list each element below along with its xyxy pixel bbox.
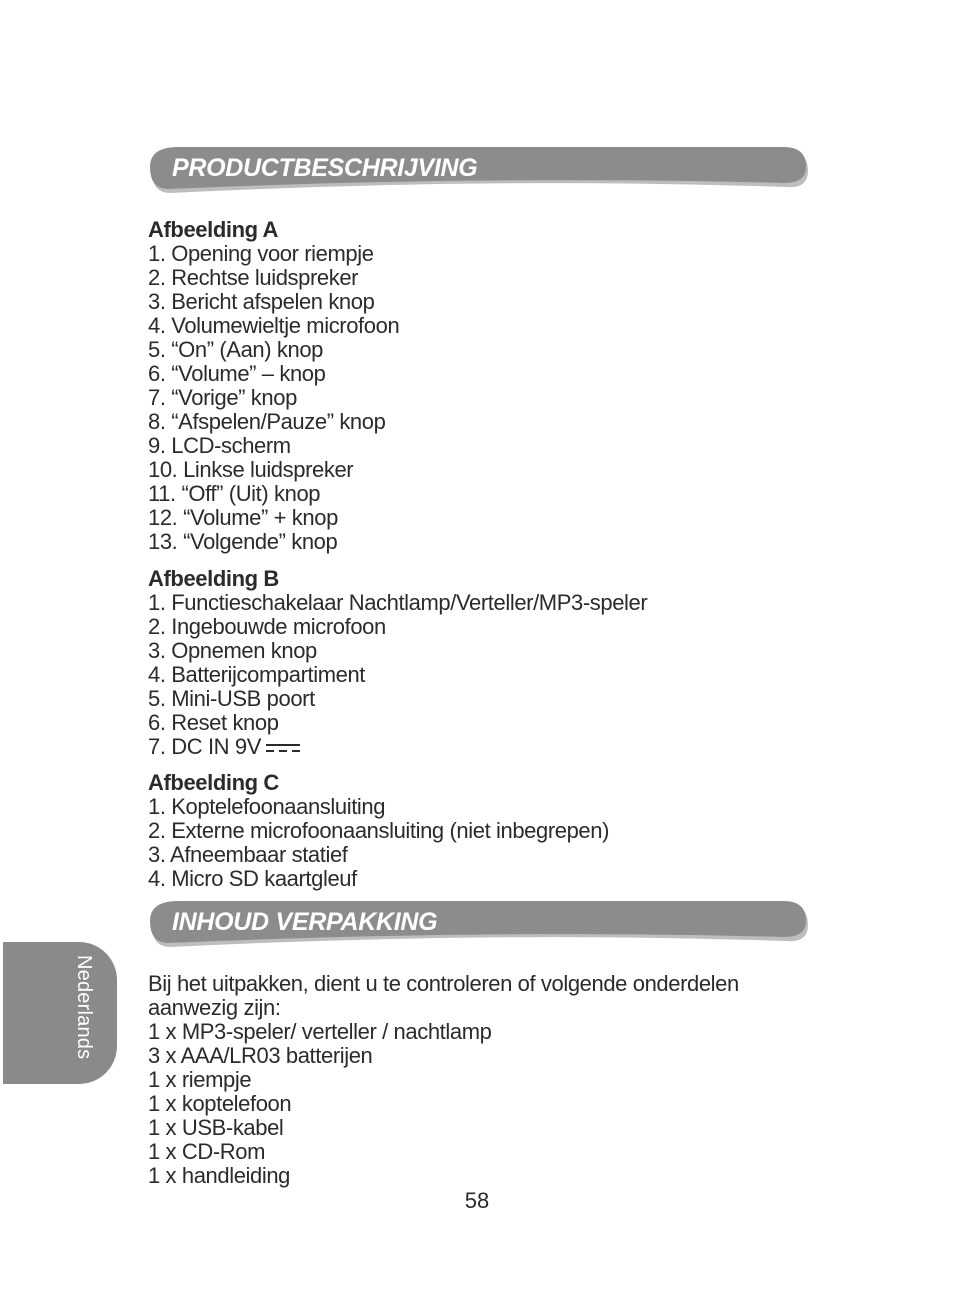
list-item: 11. “Off” (Uit) knop: [148, 481, 321, 506]
figure-b-heading: Afbeelding B: [148, 566, 279, 591]
list-item: 4. Volumewieltje microfoon: [148, 313, 400, 338]
figure-a-heading: Afbeelding A: [148, 217, 279, 242]
section-banner-productbeschrijving: [150, 147, 810, 199]
list-item: 2. Rechtse luidspreker: [148, 265, 359, 290]
figure-c-heading: Afbeelding C: [148, 770, 279, 795]
package-contents: [148, 972, 808, 1188]
list-item: 1. Opening voor riempje: [148, 241, 374, 266]
dc-current-icon: [265, 736, 301, 760]
list-item: 5. “On” (Aan) knop: [148, 337, 323, 362]
figure-c-list: [148, 771, 808, 891]
page-number: 58: [464, 1188, 490, 1213]
language-tab: [3, 942, 117, 1084]
list-item: 1 x MP3-speler/ verteller / nachtlamp: [148, 1019, 492, 1044]
list-item: 1. Koptelefoonaansluiting: [148, 794, 386, 819]
list-item: 3. Opnemen knop: [148, 638, 317, 663]
section-title: PRODUCTBESCHRIJVING: [172, 154, 478, 182]
list-item: 4. Batterijcompartiment: [148, 662, 365, 687]
list-item: 12. “Volume” + knop: [148, 505, 338, 530]
list-item-dc-in: [148, 735, 808, 760]
figure-b-list: [148, 567, 808, 760]
list-item: 1. Functieschakelaar Nachtlamp/Verteller/MP3-speler: [148, 590, 648, 615]
list-item: 10. Linkse luidspreker: [148, 457, 354, 482]
list-item: 1 x CD-Rom: [148, 1139, 266, 1164]
list-item: 3 x AAA/LR03 batterijen: [148, 1043, 373, 1068]
list-item: 8. “Afspelen/Pauze” knop: [148, 409, 386, 434]
list-item: 1 x riempje: [148, 1067, 252, 1092]
list-item: 13. “Volgende” knop: [148, 529, 338, 554]
list-item: 5. Mini-USB poort: [148, 686, 315, 711]
list-item: 6. “Volume” – knop: [148, 361, 326, 386]
figure-a-list: [148, 218, 808, 554]
list-item: 1 x koptelefoon: [148, 1091, 292, 1116]
list-item: 1 x handleiding: [148, 1163, 291, 1188]
list-item: 1 x USB-kabel: [148, 1115, 284, 1140]
list-item: 4. Micro SD kaartgleuf: [148, 866, 357, 891]
list-item: 7. “Vorige” knop: [148, 385, 297, 410]
section-banner-inhoud-verpakking: [150, 901, 810, 953]
list-item: 6. Reset knop: [148, 710, 279, 735]
list-item: 2. Ingebouwde microfoon: [148, 614, 386, 639]
language-tab-label: Nederlands: [73, 955, 95, 1060]
intro-text: aanwezig zijn:: [148, 995, 281, 1020]
list-item: 3. Afneembaar statief: [148, 842, 348, 867]
intro-text: Bij het uitpakken, dient u te controleren of volgende onderdelen: [148, 971, 739, 996]
list-item: 2. Externe microfoonaansluiting (niet inbegrepen): [148, 818, 610, 843]
list-item: 3. Bericht afspelen knop: [148, 289, 375, 314]
dc-in-label: 7. DC IN 9V: [148, 734, 261, 759]
section-title: INHOUD VERPAKKING: [172, 908, 438, 936]
list-item: 9. LCD-scherm: [148, 433, 291, 458]
